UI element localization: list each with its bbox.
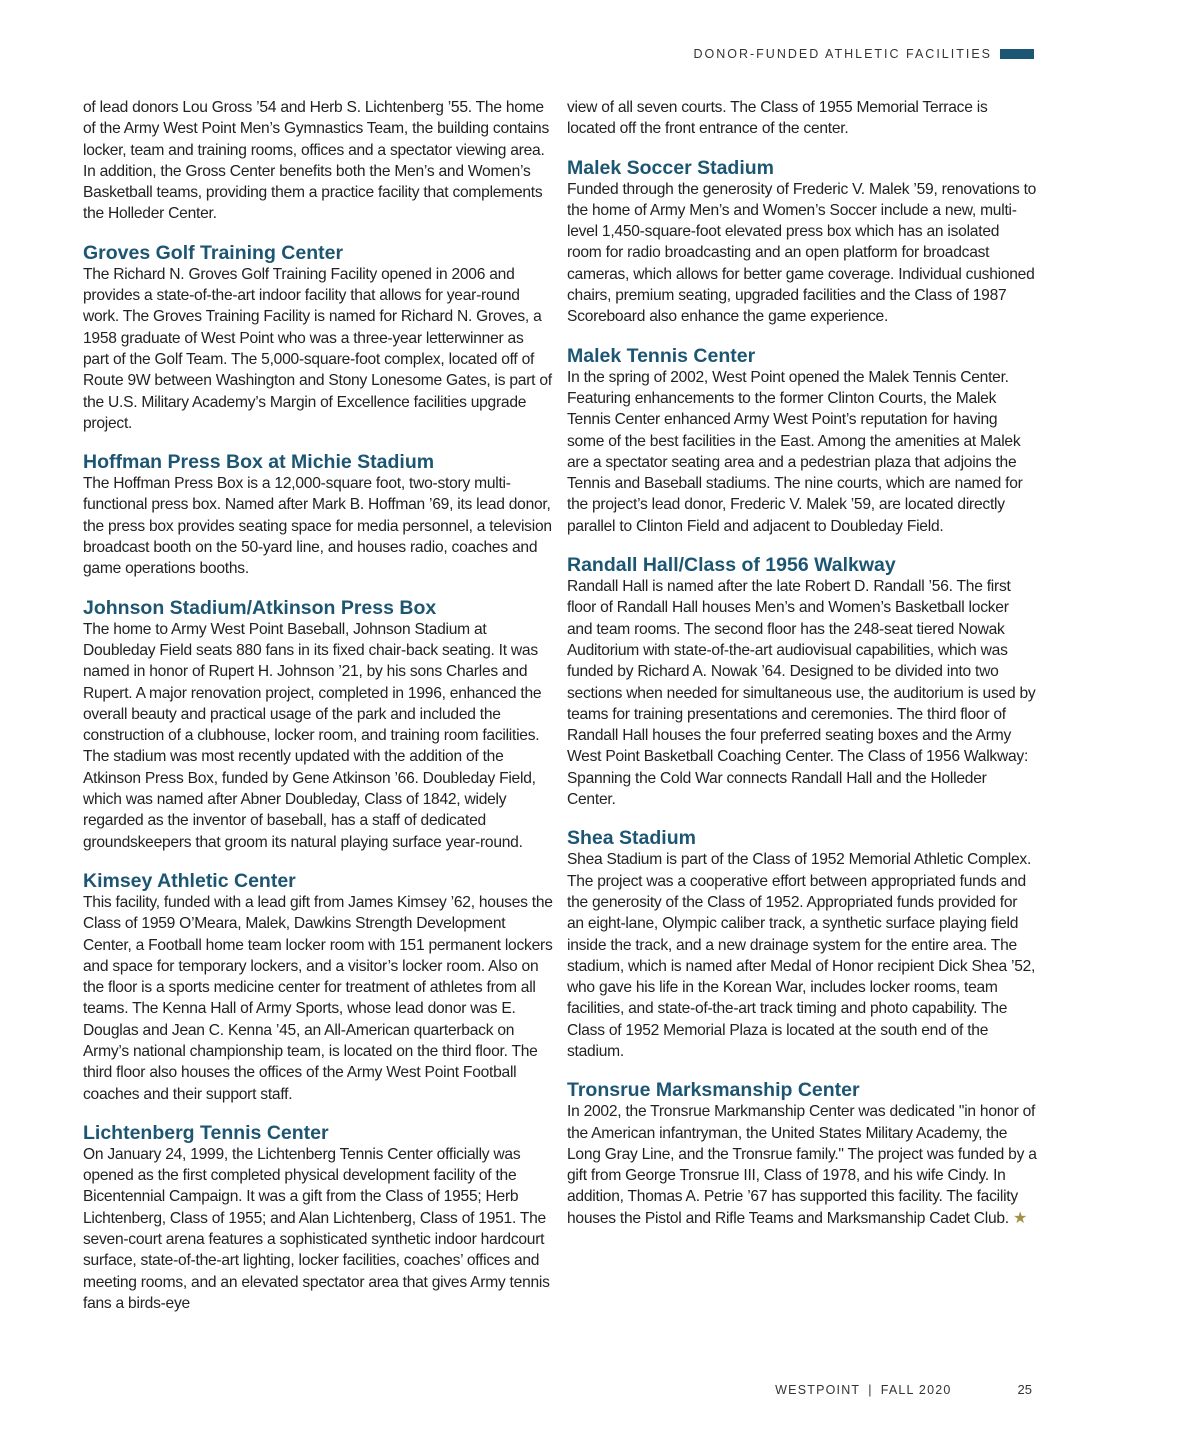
section-title: Johnson Stadium/Atkinson Press Box xyxy=(83,596,437,619)
section-randall-hall xyxy=(567,554,1037,810)
section-body: Shea Stadium is part of the Class of 1952 Memorial Athletic Complex. The project was a cooperative effort between appropriated funds and the generosity of the Class of 1952. Appropriated funds provided for an eight-lane, Olympic caliber track, a synthetic surface playing field inside the track, and a new drainage system for the entire area. The stadium, which is named after Medal of Honor recipient Dick Shea ’52, who gave his life in the Korean War, includes locker rooms, team facilities, and state-of-the-art track timing and photo capability. The Class of 1952 Memorial Plaza is located at the south end of the stadium. xyxy=(567,851,1036,1060)
section-kimsey-athletic xyxy=(83,870,553,1105)
section-title: Malek Tennis Center xyxy=(567,344,756,367)
section-body: Funded through the generosity of Frederic V. Malek ’59, renovations to the home of Army Men’s and Women’s Soccer include a new, multi-level 1,450-square-foot elevated press box which has an isolated room for radio broadcasting and an open platform for broadcast cameras, which allows for better game coverage. Individual cushioned chairs, premium seating, upgraded facilities and the Class of 1987 Scoreboard also enhance the game experience. xyxy=(567,180,1037,326)
page-number: 25 xyxy=(1017,1382,1032,1397)
header-accent-bar xyxy=(1000,49,1034,59)
footer-separator: | xyxy=(868,1382,873,1397)
right-column xyxy=(567,97,1037,1229)
header-label: DONOR-FUNDED ATHLETIC FACILITIES xyxy=(693,47,992,61)
section-body: The Richard N. Groves Golf Training Facility opened in 2006 and provides a state-of-the-art indoor facility that allows for year-round work. The Groves Training Facility is named for Richard N. Groves, a 1958 graduate of West Point who was a three-year letterwinner as part of the Golf Team. The 5,000-square-foot complex, located off of Route 9W between Washington and Stony Lonesome Gates, is part of the U.S. Military Academy’s Margin of Excellence facilities upgrade project. xyxy=(83,265,552,432)
page-footer xyxy=(775,1382,1032,1397)
section-title: Lichtenberg Tennis Center xyxy=(83,1121,329,1144)
section-malek-tennis xyxy=(567,345,1037,537)
right-intro-paragraph: view of all seven courts. The Class of 1955 Memorial Terrace is located off the front entrance of the center. xyxy=(567,99,988,138)
section-body-text: In 2002, the Tronsrue Markmanship Center was dedicated "in honor of the American infantryman, the United States Military Academy, the Long Gray Line, and the Tronsrue family." The project was funded by a gift from George Tronsrue III, Class of 1978, and his wife Cindy. In addition, Thomas A. Petrie ’67 has supported this facility. The facility houses the Pistol and Rifle Teams and Marksmanship Cadet Club. xyxy=(567,1103,1037,1227)
left-column xyxy=(83,97,553,1314)
section-title: Malek Soccer Stadium xyxy=(567,156,774,179)
section-body: The Hoffman Press Box is a 12,000-square foot, two-story multi-functional press box. Named after Mark B. Hoffman ’69, its lead donor, the press box provides seating space for media personnel, a television broadcast booth on the 50-yard line, and houses radio, coaches and game operations booths. xyxy=(83,475,552,578)
section-body xyxy=(567,1101,1037,1229)
section-title: Shea Stadium xyxy=(567,827,696,850)
section-lichtenberg-tennis xyxy=(83,1122,553,1314)
section-body: The home to Army West Point Baseball, Johnson Stadium at Doubleday Field seats 880 fans in its fixed chair-back seating. It was named in honor of Rupert H. Johnson ’21, by his sons Charles and Rupert. A major renovation project, completed in 1996, enhanced the overall beauty and practical usage of the park and included the construction of a clubhouse, locker room, and training room facilities. The stadium was most recently updated with the addition of the Atkinson Press Box, funded by Gene Atkinson ’66. Doubleday Field, which was named after Abner Doubleday, Class of 1842, widely regarded as the inventor of baseball, has a staff of dedicated groundskeepers that groom its natural playing surface year-round. xyxy=(83,620,542,851)
running-header xyxy=(693,47,1034,61)
section-title: Groves Golf Training Center xyxy=(83,241,344,264)
section-body: This facility, funded with a lead gift from James Kimsey ’62, houses the Class of 1959 O’Meara, Malek, Dawkins Strength Development Center, a Football home team locker room with 151 permanent lockers and space for temporary lockers, and a visitor’s locker room. Also on the floor is a sports medicine center for treatment of athletes from all teams. The Kenna Hall of Army Sports, whose lead donor was E. Douglas and Jean C. Kenna ’45, an All-American quarterback on Army’s national championship team, is located on the third floor. The third floor also houses the offices of the Army West Point Football coaches and their support staff. xyxy=(83,893,553,1103)
section-title: Tronsrue Marksmanship Center xyxy=(567,1079,860,1102)
section-body: In the spring of 2002, West Point opened the Malek Tennis Center. Featuring enhancements to the former Clinton Courts, the Malek Tennis Center enhanced Army West Point’s reputation for having some of the best facilities in the East. Among the amenities at Malek are a spectator seating area and a pedestrian plaza that adjoins the Tennis and Baseball stadiums. The nine courts, which are named for the project’s lead donor, Frederic V. Malek ’59, are located directly parallel to Clinton Field and adjacent to Doubleday Field. xyxy=(567,368,1023,535)
footer-publication: WESTPOINT xyxy=(775,1382,861,1397)
section-hoffman-press-box xyxy=(83,451,553,579)
section-title: Kimsey Athletic Center xyxy=(83,869,296,892)
star-icon: ★ xyxy=(1012,1209,1028,1227)
footer-issue: FALL 2020 xyxy=(880,1382,952,1397)
section-title: Hoffman Press Box at Michie Stadium xyxy=(83,451,435,474)
section-johnson-stadium xyxy=(83,597,553,853)
section-title: Randall Hall/Class of 1956 Walkway xyxy=(567,554,896,577)
left-intro-paragraph: of lead donors Lou Gross ’54 and Herb S. Lichtenberg ’55. The home of the Army West Point Men’s Gymnastics Team, the building contains locker, team and training rooms, offices and a spectator viewing area. In addition, the Gross Center benefits both the Men’s and Women’s Basketball teams, providing them a practice facility that complements the Holleder Center. xyxy=(83,99,550,223)
section-body: On January 24, 1999, the Lichtenberg Tennis Center officially was opened as the first completed physical development facility of the Bicentennial Campaign. It was a gift from the Class of 1955; Herb Lichtenberg, Class of 1955; and Alan Lichtenberg, Class of 1951. The seven-court arena features a sophisticated synthetic indoor hardcourt surface, state-of-the-art lighting, locker facilities, coaches’ offices and meeting rooms, and an elevated spectator area that gives Army tennis fans a birds-eye xyxy=(83,1145,550,1312)
section-tronsrue-marksmanship xyxy=(567,1079,1037,1229)
section-groves-golf xyxy=(83,242,553,434)
section-body: Randall Hall is named after the late Robert D. Randall ’56. The first floor of Randall Hall houses Men’s and Women’s Basketball locker and team rooms. The second floor has the 248-seat tiered Nowak Auditorium with state-of-the-art audiovisual capabilities, which was funded by Richard A. Nowak ’64. Designed to be divided into two sections when needed for simultaneous use, the auditorium is used by teams for training presentations and ceremonies. The third floor of Randall Hall houses the four preferred seating boxes and the Army West Point Basketball Coaching Center. The Class of 1956 Walkway: Spanning the Cold War connects Randall Hall and the Holleder Center. xyxy=(567,578,1036,809)
section-shea-stadium xyxy=(567,827,1037,1062)
section-malek-soccer xyxy=(567,157,1037,328)
